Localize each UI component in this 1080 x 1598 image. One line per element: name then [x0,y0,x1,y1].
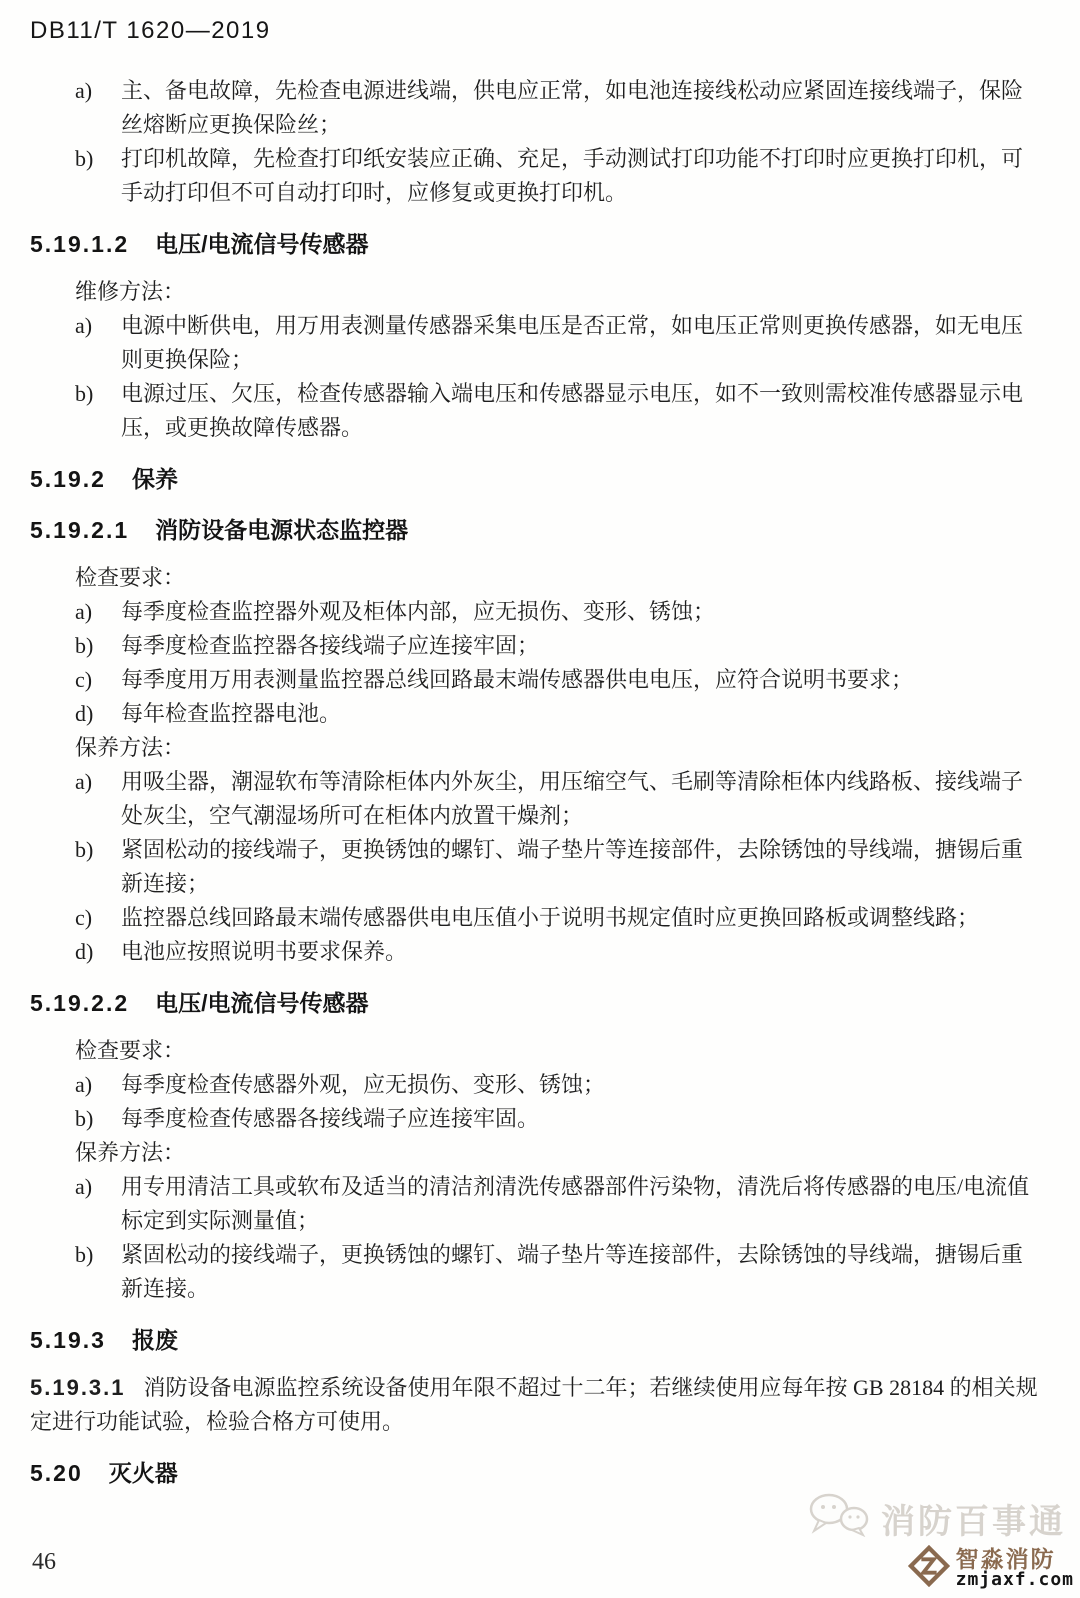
list-item-text: 电源过压、欠压，检查传感器输入端电压和传感器显示电压，如不一致则需校准传感器显示电压，或更换故障传感器。 [121,381,1024,440]
clause-number: 5.19.2.1 [30,517,130,543]
clause-title: 电压/电流信号传感器 [155,990,369,1016]
check-label: 检查要求： [75,1038,186,1063]
list-item-text: 用吸尘器，潮湿软布等清除柜体内外灰尘，用压缩空气、毛刷等清除柜体内线路板、接线端子处灰尘，空气潮湿场所可在柜体内放置干燥剂； [121,769,1024,828]
clause-number: 5.20 [30,1460,83,1486]
list-item [30,1068,1040,1102]
list-item-label: b) [75,1242,94,1267]
list-item-text: 每季度检查传感器各接线端子应连接牢固。 [121,1106,540,1131]
list-item-label: a) [75,1174,93,1199]
brand-watermark-text: 消防百事通 [881,1503,1066,1541]
intro-list [30,74,1040,210]
clause-heading-5-19-2-1 [30,514,1040,547]
clause-heading-5-20 [30,1457,1040,1490]
clause-5-19-3-1 [30,1371,1040,1439]
chat-bubbles-icon [807,1491,871,1546]
list-item-label: b) [75,633,94,658]
list-item-text: 电池应按照说明书要求保养。 [121,939,408,964]
list-item [30,663,1040,697]
list-item-label: d) [75,939,94,964]
list-item-label: c) [75,905,93,930]
list-item [30,1170,1040,1238]
clause-number: 5.19.2 [30,466,106,492]
zm-diamond-logo-icon [908,1545,950,1592]
clause-title: 电压/电流信号传感器 [155,231,369,257]
clause-number: 5.19.3.1 [30,1375,126,1400]
list-item-text: 每年检查监控器电池。 [121,701,342,726]
check-block [30,561,1040,969]
list-item-text: 打印机故障，先检查打印纸安装应正确、充足，手动测试打印功能不打印时应更换打印机，可手动打印但不可自动打印时，应修复或更换打印机。 [121,146,1024,205]
list-item [30,74,1040,142]
list-item [30,765,1040,833]
list-item-label: a) [75,313,93,338]
clause-title: 消防设备电源状态监控器 [155,517,409,543]
list-item-label: b) [75,1106,94,1131]
list-item-label: b) [75,146,94,171]
list-item [30,833,1040,901]
list-item-label: a) [75,78,93,103]
list-item-text: 紧固松动的接线端子，更换锈蚀的螺钉、端子垫片等连接部件，去除锈蚀的导线端，搪锡后重新连接。 [121,1242,1024,1301]
list-item-label: a) [75,769,93,794]
list-item-text: 每季度检查传感器外观，应无损伤、变形、锈蚀； [121,1072,606,1097]
check-label: 检查要求： [75,565,186,590]
clause-heading-5-19-3 [30,1324,1040,1357]
clause-heading-5-19-2 [30,463,1040,496]
list-item-label: b) [75,837,94,862]
list-item-label: d) [75,701,94,726]
list-item [30,1102,1040,1136]
list-item-text: 主、备电故障，先检查电源进线端，供电应正常，如电池连接线松动应紧固连接线端子，保险丝熔断应更换保险丝； [121,78,1024,137]
list-item [30,595,1040,629]
clause-number: 5.19.1.2 [30,231,130,257]
clause-text: 消防设备电源监控系统设备使用年限不超过十二年；若继续使用应每年按 GB 28184 的相关规定进行功能试验，检验合格方可使用。 [30,1375,1038,1434]
list-item [30,377,1040,445]
list-item-text: 用专用清洁工具或软布及适当的清洁剂清洗传感器部件污染物，清洗后将传感器的电压/电流值标定到实际测量值； [121,1174,1030,1233]
list-item [30,142,1040,210]
maint-label: 保养方法： [75,1140,186,1165]
clause-number: 5.19.2.2 [30,990,130,1016]
list-item [30,629,1040,663]
brand-watermark [807,1491,1066,1546]
clause-title: 灭火器 [108,1460,178,1486]
clause-heading-5-19-2-2 [30,987,1040,1020]
zm-site-url: zmjaxf.com [955,1569,1074,1591]
clause-heading-5-19-1-2 [30,228,1040,261]
list-item [30,901,1040,935]
list-item-label: a) [75,599,93,624]
list-item-label: a) [75,1072,93,1097]
zm-brand-name: 智淼消防 [955,1545,1056,1572]
repair-method-block [30,275,1040,445]
clause-title: 报废 [131,1327,178,1353]
doc-code: DB11/T 1620—2019 [30,17,271,44]
list-item-text: 每季度检查监控器外观及柜体内部，应无损伤、变形、锈蚀； [121,599,716,624]
method-label: 维修方法： [75,279,186,304]
page-number: 46 [32,1549,56,1575]
list-item [30,935,1040,969]
list-item-text: 监控器总线回路最末端传感器供电电压值小于说明书规定值时应更换回路板或调整线路； [121,905,980,930]
list-item-text: 电源中断供电，用万用表测量传感器采集电压是否正常，如电压正常则更换传感器，如无电压则更换保险； [121,313,1024,372]
zm-logo-block [908,1545,1074,1592]
list-item [30,1238,1040,1306]
list-item [30,697,1040,731]
list-item [30,309,1040,377]
list-item-text: 每季度检查监控器各接线端子应连接牢固； [121,633,540,658]
maint-label: 保养方法： [75,735,186,760]
zm-logo-text [956,1547,1074,1590]
check-block-2 [30,1034,1040,1306]
list-item-label: b) [75,381,94,406]
list-item-text: 紧固松动的接线端子，更换锈蚀的螺钉、端子垫片等连接部件，去除锈蚀的导线端，搪锡后重新连接； [121,837,1024,896]
list-item-text: 每季度用万用表测量监控器总线回路最末端传感器供电电压，应符合说明书要求； [121,667,914,692]
clause-title: 保养 [131,466,178,492]
clause-number: 5.19.3 [30,1327,106,1353]
list-item-label: c) [75,667,93,692]
